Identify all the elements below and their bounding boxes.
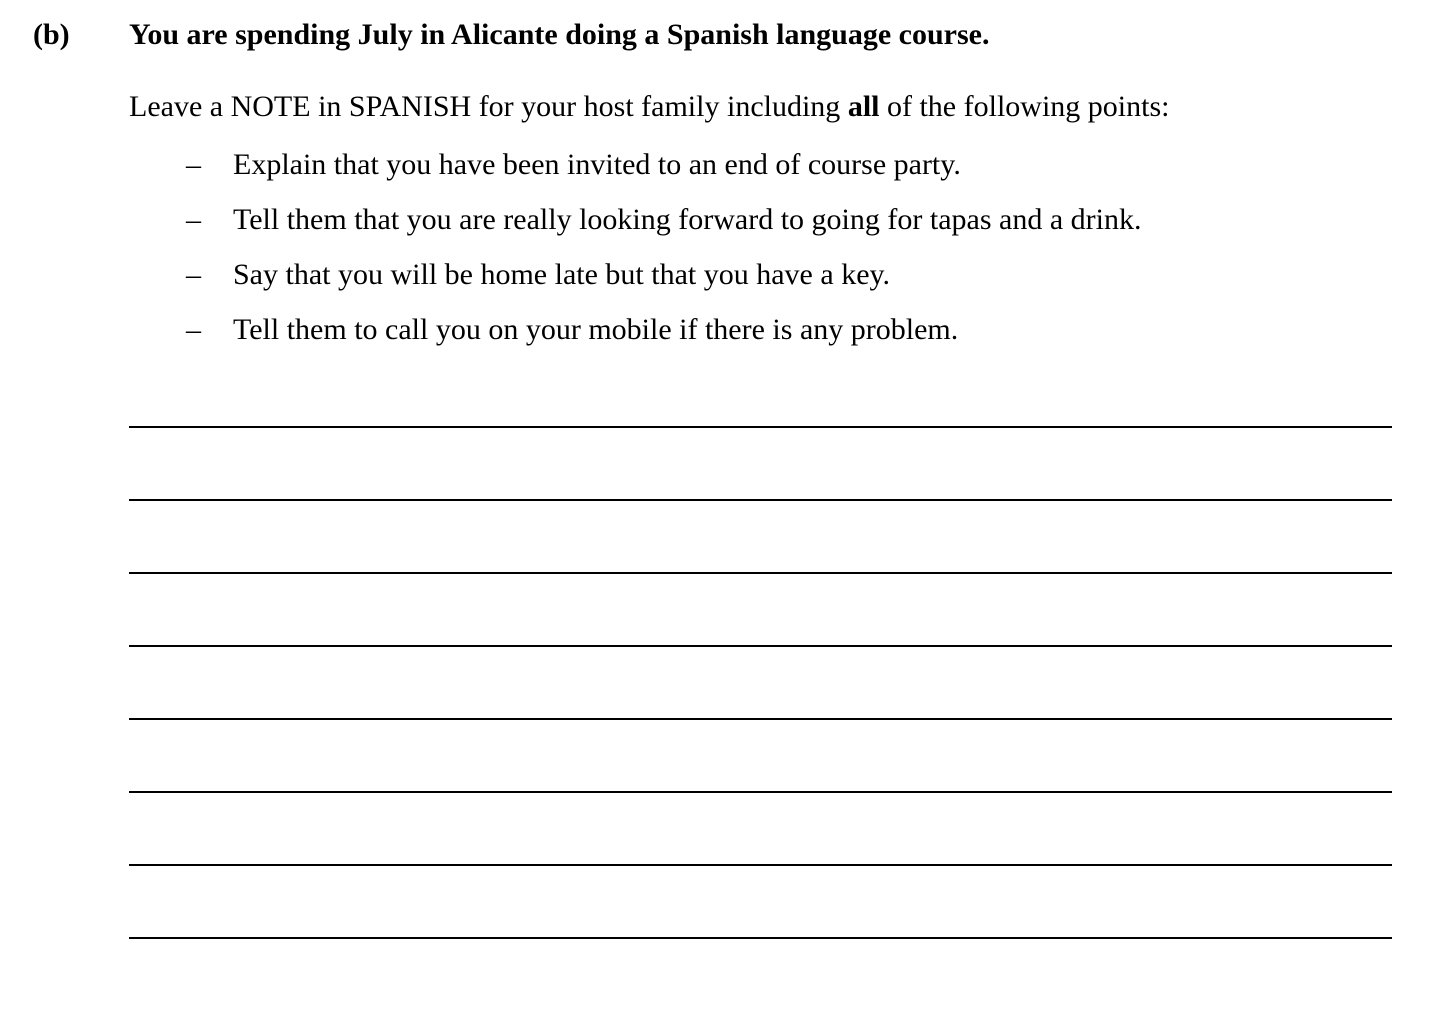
point-text: Explain that you have been invited to an end of course party. (233, 148, 961, 181)
question-label: (b) (33, 18, 70, 51)
instruction-before: Leave a NOTE in SPANISH for your host family including (129, 90, 848, 123)
answer-line (129, 499, 1392, 501)
answer-line (129, 426, 1392, 428)
bullet-dash: – (186, 313, 201, 346)
point-text: Tell them to call you on your mobile if there is any problem. (233, 313, 959, 346)
point-item (0, 311, 1446, 366)
instruction-after: of the following points: (879, 90, 1170, 123)
question-heading: You are spending July in Alicante doing a Spanish language course. (129, 18, 990, 51)
answer-line (129, 718, 1392, 720)
answer-line (129, 791, 1392, 793)
bullet-dash: – (186, 203, 201, 236)
points-list (0, 146, 1446, 366)
point-item (0, 146, 1446, 201)
answer-line (129, 864, 1392, 866)
point-text: Say that you will be home late but that you have a key. (233, 258, 891, 291)
bullet-dash: – (186, 258, 201, 291)
answer-lines (129, 426, 1392, 1010)
answer-line (129, 645, 1392, 647)
bullet-dash: – (186, 148, 201, 181)
answer-line (129, 937, 1392, 939)
answer-line (129, 572, 1392, 574)
point-item (0, 201, 1446, 256)
instruction-text (129, 88, 1169, 126)
point-item (0, 256, 1446, 311)
instruction-emphasis: all (847, 90, 880, 123)
point-text: Tell them that you are really looking forward to going for tapas and a drink. (233, 203, 1142, 236)
